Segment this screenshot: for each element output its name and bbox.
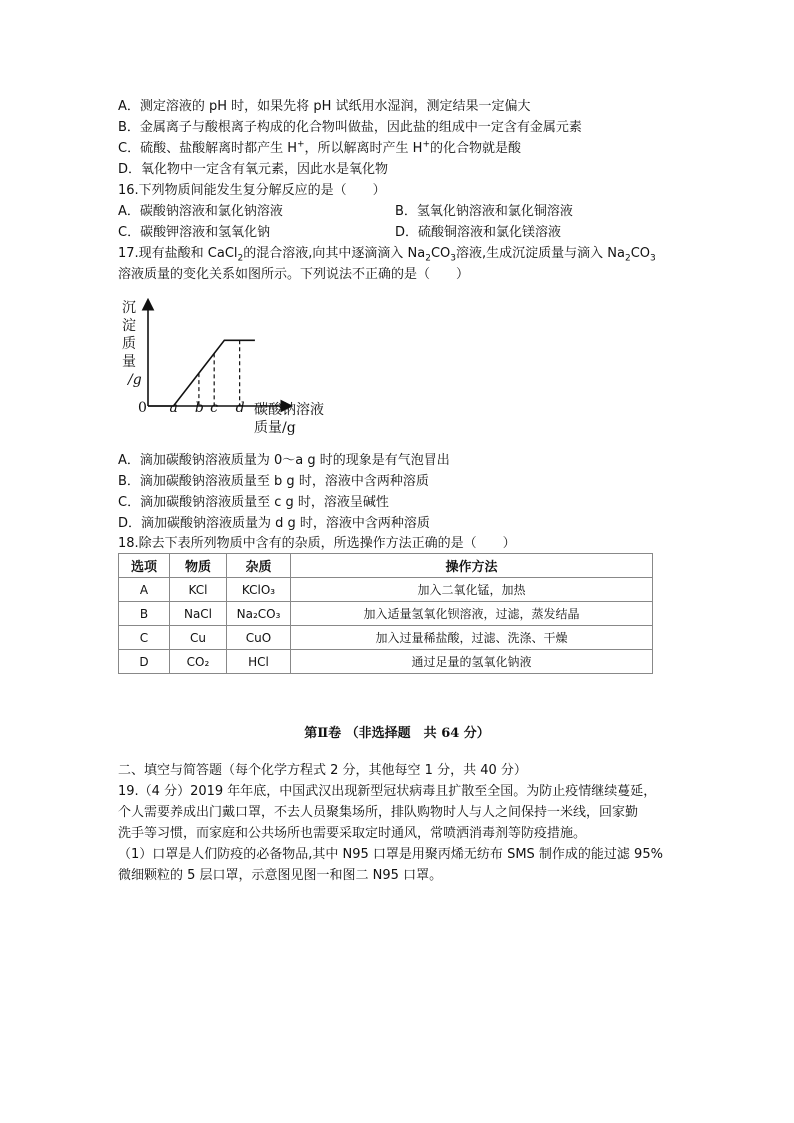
y-label-char: /g: [128, 372, 142, 388]
q17-sub-3a: 3: [450, 253, 457, 264]
tick-label-a: a: [169, 400, 178, 416]
cell-method: 加入二氧化锰，加热: [291, 578, 653, 602]
cell-substance: Cu: [170, 626, 227, 650]
header-method: 操作方法: [291, 554, 653, 578]
header-substance: 物质: [170, 554, 227, 578]
section-title: 第Ⅱ卷 （非选择题 共 64 分）: [304, 726, 490, 741]
cell-method: 加入适量氢氧化钡溶液，过滤，蒸发结晶: [291, 602, 653, 626]
q17-option-b: B．滴加碳酸钠溶液质量至 b g 时，溶液中含两种溶质: [118, 474, 429, 489]
q16-option-d: D．硫酸铜溶液和氯化镁溶液: [395, 225, 562, 240]
q15-c-sup-1: +: [297, 139, 305, 150]
q17-stem-line1: [118, 245, 656, 263]
part-heading: 二、填空与简答题（每个化学方程式 2 分，其他每空 1 分，共 40 分）: [118, 763, 527, 778]
q15-option-b: B．金属离子与酸根离子构成的化合物叫做盐，因此盐的组成中一定含有金属元素: [118, 120, 582, 135]
header-impurity: 杂质: [227, 554, 291, 578]
q17-stem-part-c: CO: [430, 246, 451, 261]
x-label-line: 质量/g: [254, 420, 296, 436]
q17-sub-2b: 2: [425, 253, 431, 264]
q15-c-text-1: C．硫酸、盐酸解离时都产生 H: [118, 141, 297, 156]
q19-line-2: 个人需要养成出门戴口罩，不去人员聚集场所，排队购物时人与人之间保持一米线，回家勤: [118, 805, 639, 820]
table-row: [119, 650, 653, 674]
dashed-guides: [199, 340, 240, 406]
cell-substance: NaCl: [170, 602, 227, 626]
q17-option-d: D．滴加碳酸钠溶液质量为 d g 时，溶液中含两种溶质: [118, 516, 430, 531]
y-label-char: 量: [122, 354, 136, 370]
y-label-char: 淀: [122, 318, 136, 334]
origin-label: 0: [138, 400, 147, 416]
tick-label-d: d: [235, 400, 245, 416]
cell-option: B: [119, 602, 170, 626]
y-label-char: 质: [122, 336, 136, 352]
q17-sub-2a: 2: [237, 253, 244, 264]
cell-impurity: HCl: [227, 650, 291, 674]
q17-option-c: C．滴加碳酸钠溶液质量至 c g 时，溶液呈碱性: [118, 495, 389, 510]
q15-c-text-3: 的化合物就是酸: [430, 141, 522, 156]
y-axis-label: [122, 300, 142, 388]
cell-impurity: CuO: [227, 626, 291, 650]
q15-c-sup-2: +: [422, 139, 431, 150]
q19-line-3: 洗手等习惯，而家庭和公共场所也需要采取定时通风，常喷洒消毒剂等防疫措施。: [118, 826, 587, 841]
q15-option-c: [118, 140, 521, 158]
q16-stem: 16.下列物质间能发生复分解反应的是（ ）: [118, 183, 386, 198]
tick-label-b: b: [194, 400, 204, 416]
tick-labels: [169, 400, 244, 416]
q17-stem-part-a: 17.现有盐酸和 CaCl: [118, 246, 238, 261]
q18-table: [118, 553, 653, 674]
table-row: [119, 602, 653, 626]
q16-option-a: A．碳酸钠溶液和氯化钠溶液: [118, 204, 283, 219]
cell-option: D: [119, 650, 170, 674]
q19-line-1: 19.（4 分）2019 年年底，中国武汉出现新型冠状病毒且扩散至全国。为防止疫情继续蔓延，: [118, 784, 657, 799]
series-line: [148, 340, 255, 406]
q15-c-text-2: ，所以解离时产生 H: [304, 141, 423, 156]
q15-option-a: A．测定溶液的 pH 时，如果先将 pH 试纸用水湿润，测定结果一定偏大: [118, 99, 531, 114]
cell-substance: CO₂: [170, 650, 227, 674]
q19-line-4: （1）口罩是人们防疫的必备物品,其中 N95 口罩是用聚丙烯无纺布 SMS 制作成的能过滤 95%: [118, 847, 663, 862]
cell-impurity: KClO₃: [227, 578, 291, 602]
cell-method: 通过足量的氢氧化钠液: [291, 650, 653, 674]
q17-stem-part-b: 的混合溶液,向其中逐滴滴入 Na: [243, 246, 426, 261]
cell-impurity: Na₂CO₃: [227, 602, 291, 626]
table-row: [119, 626, 653, 650]
table-row: [119, 578, 653, 602]
cell-option: A: [119, 578, 170, 602]
cell-option: C: [119, 626, 170, 650]
q17-sub-2c: 2: [625, 253, 631, 264]
precipitate-chart: [118, 296, 358, 446]
x-label-line: 碳酸钠溶液: [254, 402, 324, 418]
q17-sub-3b: 3: [650, 253, 656, 264]
x-axis-label: [254, 401, 324, 436]
tick-label-c: c: [210, 400, 219, 416]
q17-stem-part-d: 溶液,生成沉淀质量与滴入 Na: [456, 246, 625, 261]
q18-stem: 18.除去下表所列物质中含有的杂质，所选操作方法正确的是（ ）: [118, 536, 516, 551]
q17-stem-part-e: CO: [630, 246, 651, 261]
q17-option-a: A．滴加碳酸钠溶液质量为 0～a g 时的现象是有气泡冒出: [118, 453, 450, 468]
q19-line-5: 微细颗粒的 5 层口罩，示意图见图一和图二 N95 口罩。: [118, 868, 443, 883]
cell-substance: KCl: [170, 578, 227, 602]
header-option: 选项: [119, 554, 170, 578]
cell-method: 加入过量稀盐酸，过滤、洗涤、干燥: [291, 626, 653, 650]
q15-option-d: D．氧化物中一定含有氧元素，因此水是氧化物: [118, 162, 389, 177]
q16-option-b: B．氢氧化钠溶液和氯化铜溶液: [395, 204, 573, 219]
q17-stem-line2: 溶液质量的变化关系如图所示。下列说法不正确的是（ ）: [118, 267, 470, 282]
y-label-char: 沉: [122, 300, 136, 316]
q16-option-c: C．碳酸钾溶液和氢氧化钠: [118, 225, 271, 240]
